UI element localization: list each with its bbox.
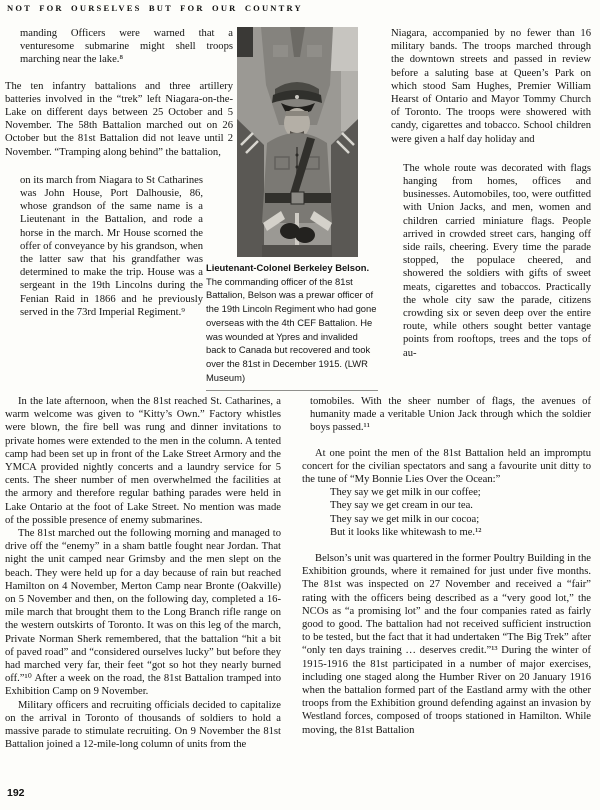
upper-left-column	[5, 27, 233, 319]
poem-line: They say we get cream in our tea.	[330, 500, 473, 512]
unit-ditty-poem	[330, 486, 591, 539]
caption-lead: Lieutenant-Colonel Berkeley Belson.	[206, 262, 370, 273]
photo-caption	[206, 261, 378, 391]
paragraph-march-out: The 81st marched out the following morning and managed to drive off the “enemy” in a sham battle fought near Jordan. That night the unit camped near Grimsby and the men slept on the beach. They were held up for a day because of rain but reached Hamilton on 4 November, Merton Camp near Bronte (Oakville) on 5 November and then, on the following day, completed a 16-mile march that brought them to the Long Branch rifle range on the western outskirts of Toronto. It was on this leg of the march, Private Norman Sherk remembered, that the battalion “hit a bit of paved road” and “considered ourselves lucky” but before they had marched very far, their feet “got so hot they nearly burned off.”¹⁰ After a week on the road, the 81st Battalion tramped into Exhibition Camp on 9 November.	[5, 528, 281, 698]
upper-right-column	[391, 27, 591, 360]
quote-submarine-warning: manding Officers were warned that a venturesome submarine might shell troops marching near the lake.⁸	[20, 28, 233, 66]
paragraph-niagara: Niagara, accompanied by no fewer than 16 military bands. The troops marched through the downtown streets and passed in review before a saluting base at Queen’s Park on which stood Sam Hughes, Premier William Hearst of Ontario and Mayor Tommy Church of Toronto. The troops were showered with candy, cigarettes and tobacco. School children were given a half day holiday and	[391, 28, 591, 145]
paragraph-concert: At one point the men of the 81st Battalion held an impromptu concert for the civilian spectators and sang a favourite unit ditty to the tune of “My Bonnie Lies Over the Ocean:”	[302, 447, 591, 486]
caption-divider	[206, 390, 378, 391]
paragraph-trek: The ten infantry battalions and three artillery batteries involved in the “trek” left Niagara-on-the-Lake on different days between 25 October and 5 November. The 58th Battalion marched out on 26 October but the 81st Battalion did not leave until 2 November. “Tramping along behind” the battalion,	[5, 80, 233, 158]
quote-parade-route: The whole route was decorated with flags hanging from homes, offices and businesses. Automobiles, too, were outfitted with Union Jacks, and men, women and children carried miniature flags. People arrived in crowded street cars, hanging off side rails, cheering. Every time the parade stopped, the populace cheered, and showered the soldiers with gifts of sweet meats, cigarettes and tobaccos. Practically the whole city saw the parade, citizens crowding six or seven deep over the entire route, while others sought better vantage points from rooftops, trees and the tops of au-	[403, 162, 591, 359]
paragraph-afternoon: In the late afternoon, when the 81st reached St. Catharines, a warm welcome was given to “Kitty’s Own.” Factory whistles were blown, the fire bell was rung and dinner invitations to private homes were extended to the men in the column. A tented camp had been set up in front of the Lake Street Armory and the YMCA provided nightly concerts and a laundry service for 5 cents. The sheer number of men overwhelmed the facilities at the armory and therefore regular bathing parades were held in Lake Ontario at the foot of Lake Street. No mention was made of the possible presence of enemy submarines.	[5, 396, 281, 526]
poem-line: They say we get milk in our cocoa;	[330, 513, 480, 525]
running-head: NOT FOR OURSELVES BUT FOR OUR COUNTRY	[7, 3, 303, 13]
quote-john-house: on its march from Niagara to St Catharines was John House, Port Dalhousie, 86, whose grandson of the same name is a Lieutenant in the Battalion, and rode a horse in the march. Mr House scorned the offer of conveyance by his grandson, when the latter saw that his grandfather was determined to make the trip. House was a sergeant in the 19th Lincolns during the Fenian Raid in 1866 and he previously served in the 73rd Imperial Regiment.⁹	[20, 174, 203, 318]
officer-photo-illustration	[237, 27, 358, 257]
page-number: 192	[7, 787, 25, 799]
poem-line: But it looks like whitewash to me.¹²	[330, 526, 482, 538]
quote-parade-route-continued: tomobiles. With the sheer number of flags, the avenues of humanity made a veritable Union Jack through which the soldier boys passed.¹¹	[310, 396, 591, 434]
paragraph-parade-plan: Military officers and recruiting officials decided to capitalize on the arrival in Toronto of thousands of soldiers to hold a massive parade to stimulate recruiting. On 9 November the 81st Battalion joined a 12-mile-long column of units from the	[5, 699, 281, 751]
poem-line: They say we get milk in our coffee;	[330, 487, 481, 499]
lower-right-column	[302, 395, 591, 737]
caption-body: The commanding officer of the 81st Battalion, Belson was a prewar officer of the 19th Lincoln Regiment who had gone overseas with the 4th CEF Battalion. He was wounded at Ypres and invalided back to Canada but recovered and took over the 81st in December 1915. (LWR Museum)	[206, 275, 377, 383]
lower-left-column	[5, 395, 281, 751]
officer-photo	[237, 27, 358, 257]
paragraph-belson-unit: Belson’s unit was quartered in the former Poultry Building in the Exhibition grounds, where it remained for just under five months. The 81st was inspected on 27 November and received a “fair” rating with the officers being described as a “very good lot,” the NCOs as “a promising lot” and the four companies rated as fairly good to good. The battalion had not received sufficient instruction to be tested, but the fact that it had undertaken “The Big Trek” after “only ten days training … deserves credit.”¹³ During the winter of 1915-1916 the 81st participated in a number of major exercises, including one staged along the Humber River on 20 January 1916 when the battalion formed part of the Eastland army with the other troops from the Exhibition ground defending against an invasion by Westland forces, composed of troops stationed in Hamilton. While moving, the 81st Battalion	[302, 553, 591, 736]
